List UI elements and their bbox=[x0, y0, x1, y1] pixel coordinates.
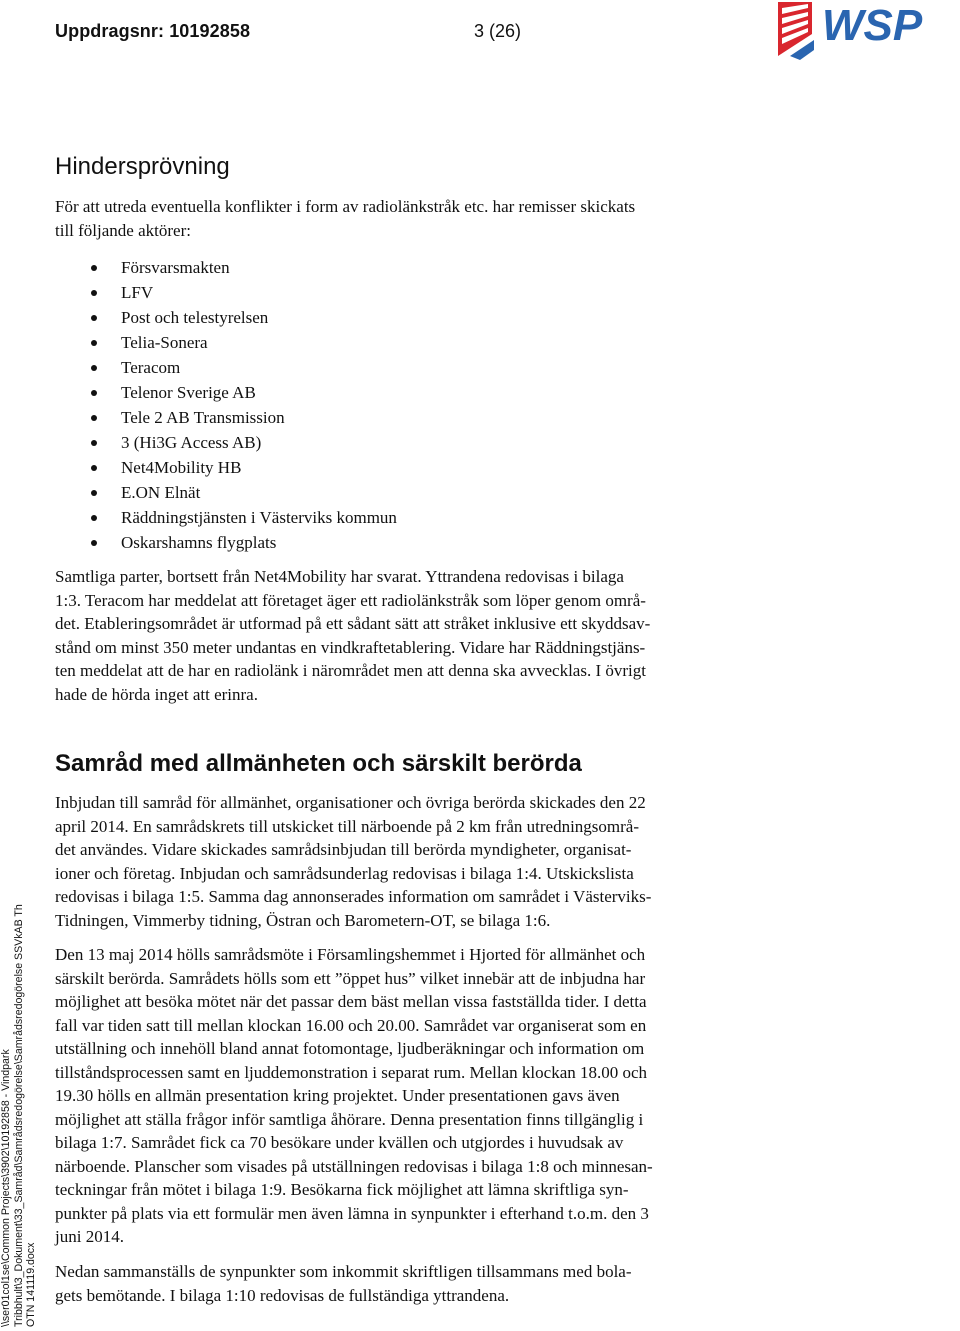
recipient-list bbox=[55, 255, 397, 555]
list-item: LFV bbox=[55, 280, 397, 305]
bullet-icon bbox=[91, 365, 97, 371]
text-line: redovisas i bilaga 1:5. Samma dag annonserades information om samrådet i Västerviks- bbox=[55, 887, 652, 906]
text-line: hade de hörda inget att erinra. bbox=[55, 684, 258, 704]
text-line: gets bemötande. I bilaga 1:10 redovisas de fullständiga yttrandena. bbox=[55, 1285, 510, 1305]
text-line: Samtliga parter, bortsett från Net4Mobility har svarat. Yttrandena redovisas i bilaga bbox=[55, 567, 624, 586]
text-line: april 2014. En samrådskrets till utskicket till närboende på 2 km från utredningsområ- bbox=[55, 816, 639, 836]
assignment-number: Uppdragsnr: 10192858 bbox=[55, 21, 251, 41]
file-path-line: Tribbhult\3_Dokument\33_Samråd\Samrådsredogörelse\Samrådsredogörelse SSVkAB Th bbox=[12, 904, 25, 1327]
bullet-icon bbox=[91, 340, 97, 346]
text-line: ioner och företag. Inbjudan och samrådsunderlag redovisas i bilaga 1:4. Utskickslista bbox=[55, 863, 634, 883]
text-line: möjlighet att besöka mötet när det passar dem bäst mellan vissa fastställda tider. I detta bbox=[55, 992, 647, 1011]
list-item: Räddningstjänsten i Västerviks kommun bbox=[55, 505, 397, 530]
text-line: det. Etableringsområdet är utformad på ett sådant sätt att stråket inklusive ett skyddsav- bbox=[55, 614, 651, 633]
text-line: Tidningen, Vimmerby tidning, Östran och Barometern-OT, se bilaga 1:6. bbox=[55, 910, 551, 930]
list-item: Teracom bbox=[55, 355, 397, 380]
text-line: utställning och innehöll bland annat fotomontage, ljudberäkningar och information om bbox=[55, 1039, 645, 1058]
file-path-sidebar bbox=[0, 857, 38, 1327]
list-item: Post och telestyrelsen bbox=[55, 305, 397, 330]
text-line: ten meddelat att de har en radiolänk i närområdet men att denna ska avvecklas. I övrigt bbox=[55, 661, 646, 680]
section-title-hindersprovning: Hindersprövning bbox=[55, 153, 230, 180]
text-line: 19.30 hölls en allmän presentation kring projektet. Under presentationen gavs även bbox=[55, 1086, 620, 1105]
text-line: För att utreda eventuella konflikter i form av radiolänkstråk etc. har remisser skickats bbox=[55, 197, 636, 216]
bullet-icon bbox=[91, 265, 97, 271]
bullet-icon bbox=[91, 515, 97, 521]
file-path-line: OTN 141119.docx bbox=[25, 1242, 37, 1327]
closing-paragraph bbox=[55, 1260, 775, 1307]
bullet-icon bbox=[91, 540, 97, 546]
text-line: punkter på plats via ett formulär men även lämna in synpunkter i efterhand t.o.m. den 3 bbox=[55, 1203, 649, 1223]
bullet-icon bbox=[91, 440, 97, 446]
wsp-emblem-icon bbox=[778, 2, 814, 60]
text-line: närboende. Planscher som visades på utställningen redovisas i bilaga 1:8 och minnesan- bbox=[55, 1156, 653, 1176]
text-line: särskilt berörda. Samrådets hölls som ett ”öppet hus” vilket innebär att de inbjudna har bbox=[55, 968, 646, 988]
text-line: till följande aktörer: bbox=[55, 220, 191, 240]
summary-paragraph bbox=[55, 565, 775, 706]
text-line: Nedan sammanställs de synpunkter som inkommit skriftligen tillsammans med bola- bbox=[55, 1262, 632, 1281]
text-line: bilaga 1:7. Samrådet fick ca 70 besökare under kvällen och utgjordes i huvudsak av bbox=[55, 1133, 624, 1152]
list-item: Oskarshamns flygplats bbox=[55, 530, 397, 555]
list-item: Net4Mobility HB bbox=[55, 455, 397, 480]
meeting-paragraph bbox=[55, 943, 775, 1249]
text-line: Den 13 maj 2014 hölls samrådsmöte i Församlingshemmet i Hjorted för allmänhet och bbox=[55, 945, 646, 964]
wsp-logo bbox=[770, 0, 960, 62]
bullet-icon bbox=[91, 415, 97, 421]
text-line: tillståndsprocessen samt en ljuddemonstration i separat rum. Mellan klockan 18.00 och bbox=[55, 1062, 648, 1082]
file-path-line: \\ser01col1se\Common Projects\3902\10192858 - Vindpark bbox=[0, 1049, 12, 1327]
text-line: stånd om minst 350 meter undantas en vindkraftetablering. Vidare har Räddningstjäns- bbox=[55, 637, 646, 657]
list-item: Telia-Sonera bbox=[55, 330, 397, 355]
page-number: 3 (26) bbox=[474, 21, 522, 41]
section-title-samrad: Samråd med allmänheten och särskilt berörda bbox=[55, 750, 582, 777]
bullet-icon bbox=[91, 315, 97, 321]
list-item: Tele 2 AB Transmission bbox=[55, 405, 397, 430]
bullet-icon bbox=[91, 490, 97, 496]
bullet-icon bbox=[91, 465, 97, 471]
logo-text: WSP bbox=[822, 1, 923, 50]
text-line: fall var tiden satt till mellan klockan 16.00 och 20.00. Samrådet var organiserat som en bbox=[55, 1015, 647, 1035]
text-line: teckningar från mötet i bilaga 1:9. Besökarna fick möjlighet att lämna skriftliga syn- bbox=[55, 1180, 629, 1199]
list-item: 3 (Hi3G Access AB) bbox=[55, 430, 397, 455]
list-item: E.ON Elnät bbox=[55, 480, 397, 505]
bullet-icon bbox=[91, 290, 97, 296]
text-line: 1:3. Teracom har meddelat att företaget äger ett radiolänkstråk som löper genom områ- bbox=[55, 590, 646, 610]
text-line: juni 2014. bbox=[55, 1227, 124, 1246]
intro-paragraph bbox=[55, 195, 775, 242]
list-item: Telenor Sverige AB bbox=[55, 380, 397, 405]
bullet-icon bbox=[91, 390, 97, 396]
text-line: möjlighet att ställa frågor inför samtliga åhörare. Denna presentation finns tillgänglig i bbox=[55, 1109, 644, 1129]
text-line: Inbjudan till samråd för allmänhet, organisationer och övriga berörda skickades den 22 bbox=[55, 793, 646, 812]
list-item: Försvarsmakten bbox=[55, 255, 397, 280]
invitation-paragraph bbox=[55, 791, 775, 932]
text-line: det användes. Vidare skickades samrådsinbjudan till berörda myndigheter, organisat- bbox=[55, 840, 632, 859]
